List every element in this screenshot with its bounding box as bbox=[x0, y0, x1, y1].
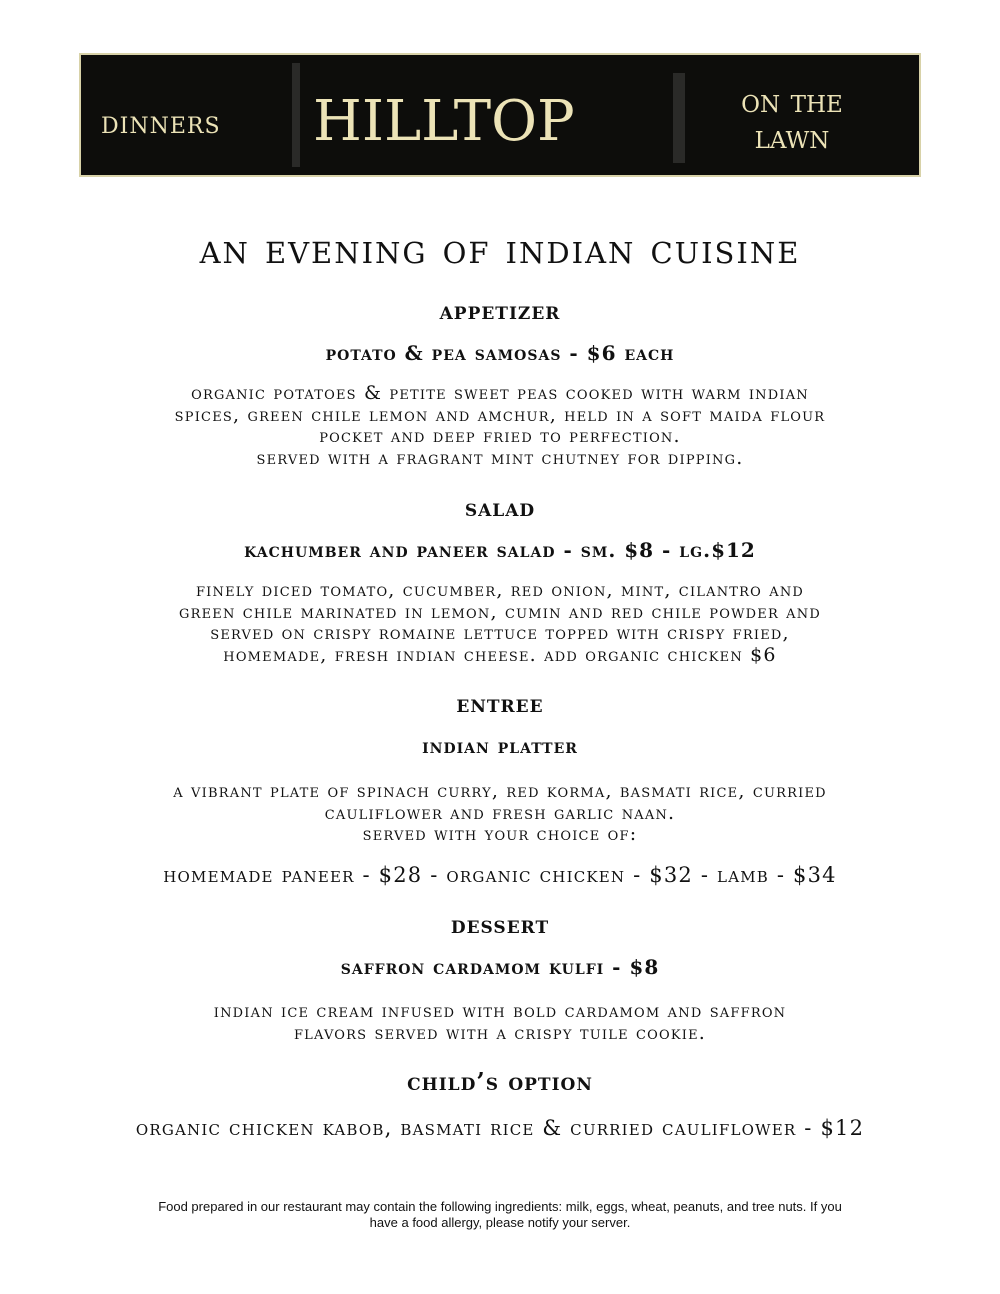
description-line: organic potatoes & petite sweet peas cooked with warm indian bbox=[191, 382, 809, 404]
description-line: homemade, fresh indian cheese. add organic chicken $6 bbox=[223, 643, 777, 666]
menu-item-kulfi: saffron cardamom kulfi - $8 bbox=[340, 955, 660, 979]
section-heading-appetizer: appetizer bbox=[439, 296, 561, 325]
menu-item-description bbox=[60, 383, 940, 469]
description-line: indian ice cream infused with bold cardamom and saffron bbox=[213, 1000, 787, 1022]
banner-left-word: dinners bbox=[101, 103, 221, 141]
section-heading-salad: salad bbox=[464, 493, 536, 522]
description-line: served with a fragrant mint chutney for dipping. bbox=[256, 446, 744, 469]
description-line: served on crispy romaine lettuce topped with crispy fried, bbox=[210, 622, 790, 644]
section-heading-entree: entree bbox=[456, 689, 544, 718]
allergy-line: Food prepared in our restaurant may contain the following ingredients: milk, eggs, wheat, peanuts, and tree nuts. If you bbox=[158, 1199, 842, 1214]
header-banner bbox=[79, 53, 921, 177]
menu-item-description bbox=[60, 1001, 940, 1044]
page-title: an evening of indian cuisine bbox=[199, 225, 801, 273]
section-heading-child: child’s option bbox=[407, 1067, 593, 1096]
description-line: a vibrant plate of spinach curry, red korma, basmati rice, curried bbox=[173, 780, 827, 802]
menu-item-salad: kachumber and paneer salad - sm. $8 - lg.$12 bbox=[244, 538, 756, 562]
banner-right-words bbox=[707, 83, 877, 155]
banner-accent-bar bbox=[292, 63, 300, 167]
menu-item-samosas: potato & pea samosas - $6 each bbox=[325, 341, 675, 365]
allergy-line: have a food allergy, please notify your server. bbox=[369, 1214, 631, 1230]
banner-right-line1: on the bbox=[741, 81, 843, 120]
description-line: flavors served with a crispy tuile cookie. bbox=[293, 1021, 707, 1044]
description-line: cauliflower and fresh garlic naan. bbox=[324, 801, 676, 824]
description-line: green chile marinated in lemon, cumin and red chile powder and bbox=[179, 600, 821, 623]
menu-item-description bbox=[60, 781, 940, 846]
description-line: finely diced tomato, cucumber, red onion, mint, cilantro and bbox=[195, 579, 805, 601]
banner-accent-bar bbox=[673, 73, 685, 163]
menu-item-child: organic chicken kabob, basmati rice & curried cauliflower - $12 bbox=[135, 1116, 865, 1140]
description-line: spices, green chile lemon and amchur, held in a soft maida flour bbox=[174, 403, 826, 426]
protein-choices: homemade paneer - $28 - organic chicken - $32 - lamb - $34 bbox=[163, 863, 837, 887]
description-line: served with your choice of: bbox=[362, 823, 638, 845]
menu-item-description bbox=[60, 580, 940, 666]
banner-right-line2: lawn bbox=[754, 117, 830, 156]
menu-item-platter: indian platter bbox=[422, 734, 578, 758]
banner-logo-word: hilltop bbox=[313, 66, 575, 159]
allergy-notice bbox=[80, 1199, 920, 1230]
description-line: pocket and deep fried to perfection. bbox=[319, 425, 681, 447]
section-heading-dessert: dessert bbox=[450, 910, 550, 939]
